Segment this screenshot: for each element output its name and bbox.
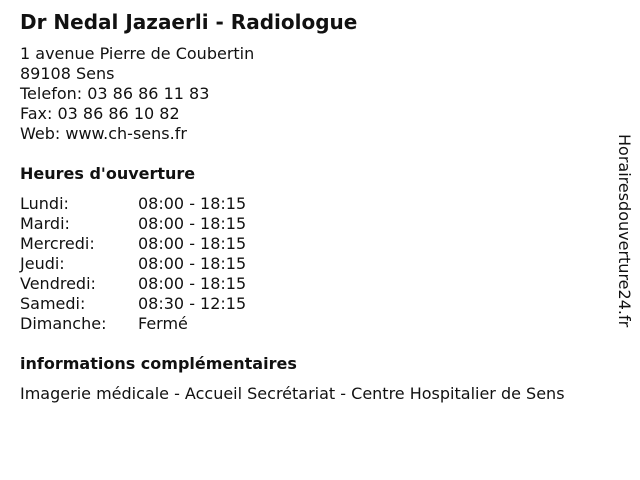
- day-label: Jeudi:: [20, 254, 65, 273]
- hours-value: 08:00 - 18:15: [138, 274, 247, 293]
- fax-number: Fax: 03 86 86 10 82: [20, 104, 180, 123]
- site-brand-watermark: Horairesdouverture24.fr: [615, 134, 634, 328]
- day-label: Dimanche:: [20, 314, 107, 333]
- additional-info-heading: informations complémentaires: [20, 354, 297, 373]
- street-address: 1 avenue Pierre de Coubertin: [20, 44, 255, 63]
- hours-value: Fermé: [138, 314, 188, 333]
- opening-hours-heading: Heures d'ouverture: [20, 164, 196, 183]
- contact-block: [20, 44, 254, 144]
- phone-number: Telefon: 03 86 86 11 83: [20, 84, 210, 103]
- website: Web: www.ch-sens.fr: [20, 124, 187, 143]
- additional-info-text: Imagerie médicale - Accueil Secrétariat - Centre Hospitalier de Sens: [20, 384, 565, 403]
- city-postcode: 89108 Sens: [20, 64, 115, 83]
- day-label: Vendredi:: [20, 274, 96, 293]
- hours-value: 08:00 - 18:15: [138, 234, 247, 253]
- hours-value: 08:00 - 18:15: [138, 194, 247, 213]
- hours-value: 08:30 - 12:15: [138, 294, 247, 313]
- page-title: Dr Nedal Jazaerli - Radiologue: [20, 10, 358, 34]
- day-label: Samedi:: [20, 294, 86, 313]
- day-label: Mardi:: [20, 214, 70, 233]
- hours-value: 08:00 - 18:15: [138, 214, 247, 233]
- hours-value: 08:00 - 18:15: [138, 254, 247, 273]
- day-label: Lundi:: [20, 194, 69, 213]
- day-label: Mercredi:: [20, 234, 95, 253]
